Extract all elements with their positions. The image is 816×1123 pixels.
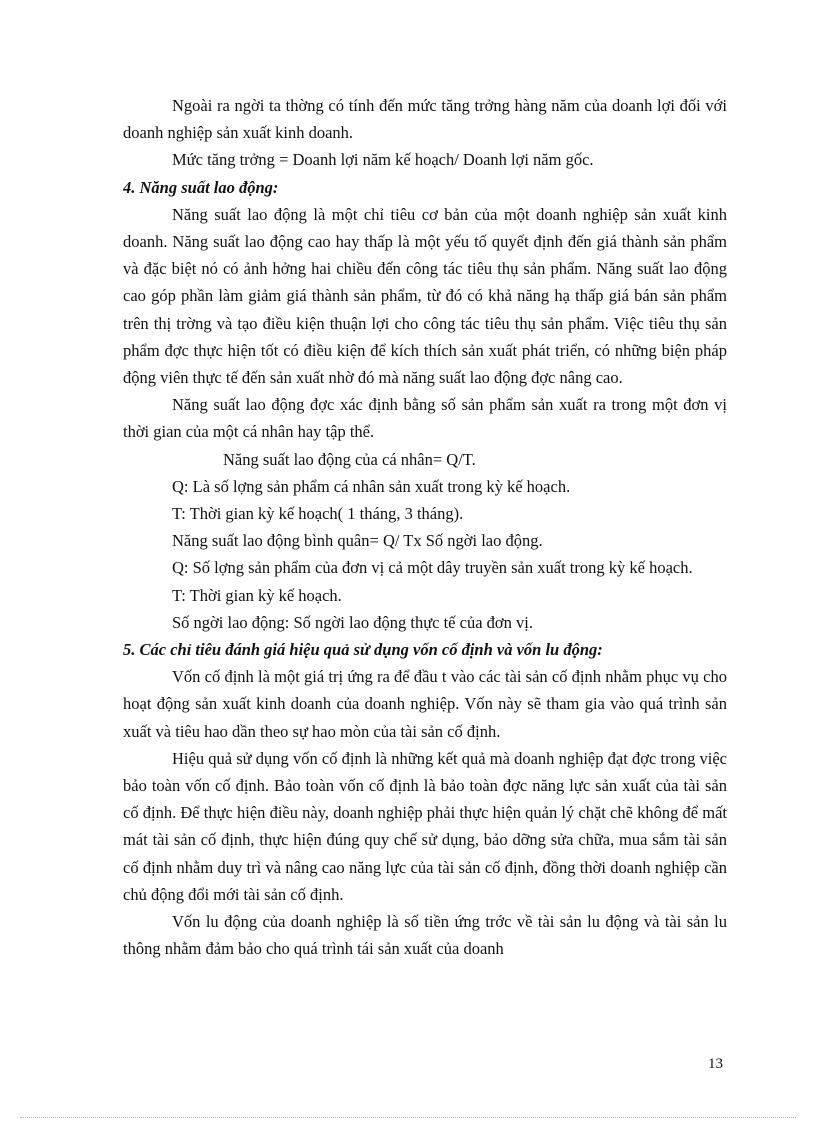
paragraph-growth-intro: Ngoài ra ngời ta thờng có tính đến mức tăng trởng hàng năm của doanh lợi đối với doanh nghiệp sản xuất kinh doanh. <box>123 96 727 143</box>
paragraph-fixed-capital-efficiency: Hiệu quả sử dụng vốn cố định là những kết quả mà doanh nghiệp đạt đợc trong việc bảo toàn vốn cố định. Bảo toàn vốn cố định là bảo toàn đợc năng lực sản xuất của tài sản cố định. Để thực hiện điều này, doanh nghiệp phải thực hiện quản lý chặt chẽ không để mất mát tài sản cố định, thực hiện đúng quy chế sử dụng, bảo dỡng sửa chữa, mua sắm tài sản cố định nhằm duy trì và nâng cao năng lực của tài sản cố định, đồng thời doanh nghiệp cần chủ động đổi mới tài sản cố định. <box>123 748 727 904</box>
paragraph-working-capital: Vốn lu động của doanh nghiệp là số tiền ứng trớc về tài sản lu động và tài sản lu thông nhằm đảm bảo cho quá trình tái sản xuất của doanh <box>123 912 727 959</box>
paragraph-fixed-capital: Vốn cố định là một giá trị ứng ra để đầu t vào các tài sản cố định nhằm phục vụ cho hoạt động sản xuất kinh doanh của doanh nghiệp. Vốn này sẽ tham gia vào quá trình sản xuất và tiêu hao dần theo sự hao mòn của tài sản cố định. <box>123 667 727 741</box>
page-number: 13 <box>708 1056 723 1072</box>
definition-q-individual: Q: Là số lợng sản phẩm cá nhân sản xuất trong kỳ kế hoạch. <box>172 476 571 496</box>
definition-q-unit: Q: Số lợng sản phẩm của đơn vị cả một dây truyền sản xuất trong kỳ kế hoạch. <box>172 558 693 578</box>
paragraph-labor-productivity: Năng suất lao động là một chỉ tiêu cơ bản của một doanh nghiệp sản xuất kinh doanh. Năng suất lao động cao hay thấp là một yếu tố quyết định đến giá thành sản phẩm và đặc biệt nó có ảnh hởng hai chiều đến công tác tiêu thụ sản phẩm. Năng suất lao động cao góp phần làm giảm giá thành sản phẩm, từ đó có khả năng hạ thấp giá bán sản phẩm trên thị trờng và tạo điều kiện thuận lợi cho công tác tiêu thụ sản phẩm. Việc tiêu thụ sản phẩm đợc thực hiện tốt có điều kiện để kích thích sản xuất phát triển, có những biện pháp động viên thực tế đến sản xuất nhờ đó mà năng suất lao động đợc nâng cao. <box>123 204 727 388</box>
document-body <box>123 92 727 963</box>
formula-individual-productivity: Năng suất lao động của cá nhân= Q/T. <box>223 449 476 469</box>
formula-growth: Mức tăng trởng = Doanh lợi năm kế hoạch/ Doanh lợi năm gốc. <box>172 150 594 170</box>
footer-divider <box>20 1117 796 1118</box>
section-heading-capital-efficiency: 5. Các chỉ tiêu đánh giá hiệu quả sử dụng vốn cố định và vốn lu động: <box>123 640 603 660</box>
paragraph-productivity-definition: Năng suất lao động đợc xác định bằng số sản phẩm sản xuất ra trong một đơn vị thời gian của một cá nhân hay tập thể. <box>123 395 727 442</box>
definition-t-unit: T: Thời gian kỳ kế hoạch. <box>172 585 342 605</box>
definition-worker-count: Số ngời lao động: Số ngời lao động thực tế của đơn vị. <box>172 612 533 632</box>
formula-average-productivity: Năng suất lao động bình quân= Q/ Tx Số ngời lao động. <box>172 531 543 551</box>
definition-t-individual: T: Thời gian kỳ kế hoạch( 1 tháng, 3 tháng). <box>172 504 464 524</box>
section-heading-labor-productivity: 4. Năng suất lao động: <box>123 177 279 197</box>
